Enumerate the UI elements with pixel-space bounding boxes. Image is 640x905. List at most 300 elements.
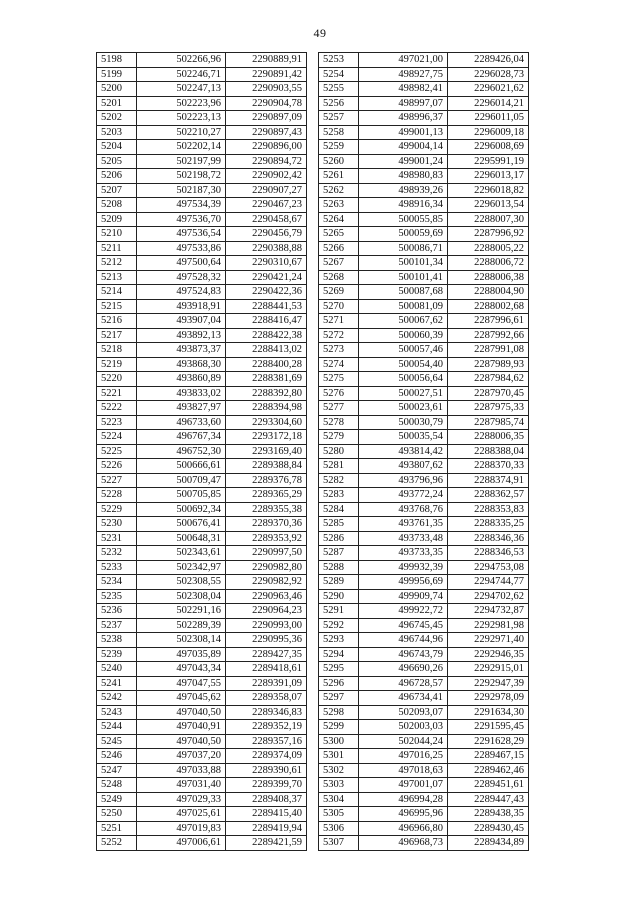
table-row	[319, 386, 529, 401]
table-row	[97, 575, 307, 590]
point-number-cell: 5225	[97, 444, 137, 459]
point-number-cell: 5299	[319, 720, 359, 735]
y-coordinate-cell: 2289357,16	[226, 734, 307, 749]
point-number-cell: 5230	[97, 517, 137, 532]
x-coordinate-cell: 497043,34	[137, 662, 226, 677]
table-row	[319, 662, 529, 677]
point-number-cell: 5264	[319, 212, 359, 227]
table-row	[319, 270, 529, 285]
x-coordinate-cell: 500059,69	[359, 227, 448, 242]
table-row	[319, 154, 529, 169]
point-number-cell: 5271	[319, 314, 359, 329]
x-coordinate-cell: 498997,07	[359, 96, 448, 111]
table-row	[319, 575, 529, 590]
table-row	[319, 778, 529, 793]
x-coordinate-cell: 500101,41	[359, 270, 448, 285]
x-coordinate-cell: 502289,39	[137, 618, 226, 633]
table-row	[97, 763, 307, 778]
y-coordinate-cell: 2289419,94	[226, 821, 307, 836]
y-coordinate-cell: 2289415,40	[226, 807, 307, 822]
table-row	[319, 430, 529, 445]
point-number-cell: 5232	[97, 546, 137, 561]
table-row	[97, 285, 307, 300]
point-number-cell: 5251	[97, 821, 137, 836]
x-coordinate-cell: 497001,07	[359, 778, 448, 793]
y-coordinate-cell: 2290897,43	[226, 125, 307, 140]
table-row	[97, 256, 307, 271]
x-coordinate-cell: 496995,96	[359, 807, 448, 822]
y-coordinate-cell: 2296009,18	[448, 125, 529, 140]
x-coordinate-cell: 498939,26	[359, 183, 448, 198]
y-coordinate-cell: 2291595,45	[448, 720, 529, 735]
x-coordinate-cell: 499909,74	[359, 589, 448, 604]
y-coordinate-cell: 2288002,68	[448, 299, 529, 314]
x-coordinate-cell: 500081,09	[359, 299, 448, 314]
y-coordinate-cell: 2289346,83	[226, 705, 307, 720]
point-number-cell: 5243	[97, 705, 137, 720]
point-number-cell: 5289	[319, 575, 359, 590]
point-number-cell: 5214	[97, 285, 137, 300]
table-row	[97, 459, 307, 474]
point-number-cell: 5224	[97, 430, 137, 445]
x-coordinate-cell: 502308,04	[137, 589, 226, 604]
point-number-cell: 5249	[97, 792, 137, 807]
table-row	[319, 241, 529, 256]
x-coordinate-cell: 496733,60	[137, 415, 226, 430]
point-number-cell: 5239	[97, 647, 137, 662]
table-row	[97, 807, 307, 822]
y-coordinate-cell: 2289447,43	[448, 792, 529, 807]
y-coordinate-cell: 2289408,37	[226, 792, 307, 807]
point-number-cell: 5266	[319, 241, 359, 256]
x-coordinate-cell: 496968,73	[359, 836, 448, 851]
point-number-cell: 5236	[97, 604, 137, 619]
point-number-cell: 5238	[97, 633, 137, 648]
y-coordinate-cell: 2289399,70	[226, 778, 307, 793]
point-number-cell: 5304	[319, 792, 359, 807]
x-coordinate-cell: 499001,24	[359, 154, 448, 169]
point-number-cell: 5207	[97, 183, 137, 198]
x-coordinate-cell: 493907,04	[137, 314, 226, 329]
y-coordinate-cell: 2296011,05	[448, 111, 529, 126]
table-row	[319, 836, 529, 851]
y-coordinate-cell: 2287992,66	[448, 328, 529, 343]
point-number-cell: 5247	[97, 763, 137, 778]
x-coordinate-cell: 498982,41	[359, 82, 448, 97]
y-coordinate-cell: 2288335,25	[448, 517, 529, 532]
y-coordinate-cell: 2290421,24	[226, 270, 307, 285]
x-coordinate-cell: 496734,41	[359, 691, 448, 706]
table-row	[319, 198, 529, 213]
x-coordinate-cell: 500023,61	[359, 401, 448, 416]
table-row	[319, 473, 529, 488]
point-number-cell: 5201	[97, 96, 137, 111]
x-coordinate-cell: 500101,34	[359, 256, 448, 271]
table-row	[97, 372, 307, 387]
table-row	[97, 53, 307, 68]
table-row	[97, 386, 307, 401]
x-coordinate-cell: 496690,26	[359, 662, 448, 677]
table-row	[319, 343, 529, 358]
x-coordinate-cell: 496966,80	[359, 821, 448, 836]
y-coordinate-cell: 2288006,38	[448, 270, 529, 285]
table-row	[319, 212, 529, 227]
y-coordinate-cell: 2291628,29	[448, 734, 529, 749]
y-coordinate-cell: 2287996,61	[448, 314, 529, 329]
y-coordinate-cell: 2290963,46	[226, 589, 307, 604]
x-coordinate-cell: 499922,72	[359, 604, 448, 619]
y-coordinate-cell: 2289462,46	[448, 763, 529, 778]
y-coordinate-cell: 2289467,15	[448, 749, 529, 764]
x-coordinate-cell: 502093,07	[359, 705, 448, 720]
point-number-cell: 5215	[97, 299, 137, 314]
table-row	[97, 328, 307, 343]
x-coordinate-cell: 499001,13	[359, 125, 448, 140]
x-coordinate-cell: 500060,39	[359, 328, 448, 343]
x-coordinate-cell: 496744,96	[359, 633, 448, 648]
point-number-cell: 5307	[319, 836, 359, 851]
x-coordinate-cell: 502044,24	[359, 734, 448, 749]
x-coordinate-cell: 493814,42	[359, 444, 448, 459]
x-coordinate-cell: 497019,83	[137, 821, 226, 836]
y-coordinate-cell: 2296013,54	[448, 198, 529, 213]
point-number-cell: 5268	[319, 270, 359, 285]
y-coordinate-cell: 2289427,35	[226, 647, 307, 662]
y-coordinate-cell: 2290964,23	[226, 604, 307, 619]
y-coordinate-cell: 2295991,19	[448, 154, 529, 169]
y-coordinate-cell: 2289374,09	[226, 749, 307, 764]
x-coordinate-cell: 497045,62	[137, 691, 226, 706]
y-coordinate-cell: 2289451,61	[448, 778, 529, 793]
x-coordinate-cell: 502197,99	[137, 154, 226, 169]
x-coordinate-cell: 496994,28	[359, 792, 448, 807]
x-coordinate-cell: 493772,24	[359, 488, 448, 503]
point-number-cell: 5245	[97, 734, 137, 749]
table-row	[97, 720, 307, 735]
x-coordinate-cell: 502308,55	[137, 575, 226, 590]
x-coordinate-cell: 497536,54	[137, 227, 226, 242]
y-coordinate-cell: 2288388,04	[448, 444, 529, 459]
table-row	[319, 53, 529, 68]
point-number-cell: 5200	[97, 82, 137, 97]
table-row	[97, 444, 307, 459]
x-coordinate-cell: 496767,34	[137, 430, 226, 445]
x-coordinate-cell: 497040,50	[137, 705, 226, 720]
point-number-cell: 5248	[97, 778, 137, 793]
point-number-cell: 5205	[97, 154, 137, 169]
y-coordinate-cell: 2293304,60	[226, 415, 307, 430]
point-number-cell: 5256	[319, 96, 359, 111]
point-number-cell: 5229	[97, 502, 137, 517]
y-coordinate-cell: 2290422,36	[226, 285, 307, 300]
y-coordinate-cell: 2287984,62	[448, 372, 529, 387]
table-row	[319, 256, 529, 271]
y-coordinate-cell: 2289430,45	[448, 821, 529, 836]
y-coordinate-cell: 2290388,88	[226, 241, 307, 256]
table-row	[97, 198, 307, 213]
point-number-cell: 5202	[97, 111, 137, 126]
y-coordinate-cell: 2294744,77	[448, 575, 529, 590]
table-row	[319, 140, 529, 155]
point-number-cell: 5306	[319, 821, 359, 836]
x-coordinate-cell: 497031,40	[137, 778, 226, 793]
y-coordinate-cell: 2292947,39	[448, 676, 529, 691]
y-coordinate-cell: 2290458,67	[226, 212, 307, 227]
point-number-cell: 5283	[319, 488, 359, 503]
y-coordinate-cell: 2288004,90	[448, 285, 529, 300]
y-coordinate-cell: 2289426,04	[448, 53, 529, 68]
x-coordinate-cell: 502308,14	[137, 633, 226, 648]
table-row	[97, 212, 307, 227]
y-coordinate-cell: 2289376,78	[226, 473, 307, 488]
x-coordinate-cell: 497534,39	[137, 198, 226, 213]
y-coordinate-cell: 2287970,45	[448, 386, 529, 401]
y-coordinate-cell: 2296014,21	[448, 96, 529, 111]
x-coordinate-cell: 502198,72	[137, 169, 226, 184]
point-number-cell: 5288	[319, 560, 359, 575]
y-coordinate-cell: 2289353,92	[226, 531, 307, 546]
table-row	[97, 734, 307, 749]
table-row	[319, 691, 529, 706]
point-number-cell: 5284	[319, 502, 359, 517]
point-number-cell: 5298	[319, 705, 359, 720]
y-coordinate-cell: 2290456,79	[226, 227, 307, 242]
y-coordinate-cell: 2287975,33	[448, 401, 529, 416]
point-number-cell: 5270	[319, 299, 359, 314]
point-number-cell: 5291	[319, 604, 359, 619]
table-row	[319, 183, 529, 198]
y-coordinate-cell: 2296028,73	[448, 67, 529, 82]
x-coordinate-cell: 497528,32	[137, 270, 226, 285]
point-number-cell: 5252	[97, 836, 137, 851]
x-coordinate-cell: 500676,41	[137, 517, 226, 532]
point-number-cell: 5240	[97, 662, 137, 677]
y-coordinate-cell: 2290889,91	[226, 53, 307, 68]
x-coordinate-cell: 500057,46	[359, 343, 448, 358]
y-coordinate-cell: 2288346,36	[448, 531, 529, 546]
x-coordinate-cell: 500054,40	[359, 357, 448, 372]
x-coordinate-cell: 502343,61	[137, 546, 226, 561]
table-row	[319, 546, 529, 561]
x-coordinate-cell: 497025,61	[137, 807, 226, 822]
y-coordinate-cell: 2289434,89	[448, 836, 529, 851]
y-coordinate-cell: 2290897,09	[226, 111, 307, 126]
point-number-cell: 5276	[319, 386, 359, 401]
table-row	[319, 763, 529, 778]
x-coordinate-cell: 497500,64	[137, 256, 226, 271]
table-row	[97, 589, 307, 604]
y-coordinate-cell: 2296008,69	[448, 140, 529, 155]
x-coordinate-cell: 497037,20	[137, 749, 226, 764]
y-coordinate-cell: 2287989,93	[448, 357, 529, 372]
point-number-cell: 5262	[319, 183, 359, 198]
y-coordinate-cell: 2289390,61	[226, 763, 307, 778]
y-coordinate-cell: 2292915,01	[448, 662, 529, 677]
table-row	[97, 183, 307, 198]
x-coordinate-cell: 502342,97	[137, 560, 226, 575]
x-coordinate-cell: 493733,48	[359, 531, 448, 546]
x-coordinate-cell: 497029,33	[137, 792, 226, 807]
point-number-cell: 5294	[319, 647, 359, 662]
y-coordinate-cell: 2289391,09	[226, 676, 307, 691]
y-coordinate-cell: 2290903,55	[226, 82, 307, 97]
table-row	[97, 415, 307, 430]
x-coordinate-cell: 502003,03	[359, 720, 448, 735]
point-number-cell: 5226	[97, 459, 137, 474]
point-number-cell: 5273	[319, 343, 359, 358]
y-coordinate-cell: 2290907,27	[226, 183, 307, 198]
table-row	[319, 720, 529, 735]
table-row	[97, 531, 307, 546]
table-row	[97, 647, 307, 662]
y-coordinate-cell: 2291634,30	[448, 705, 529, 720]
x-coordinate-cell: 497016,25	[359, 749, 448, 764]
y-coordinate-cell: 2289388,84	[226, 459, 307, 474]
point-number-cell: 5219	[97, 357, 137, 372]
x-coordinate-cell: 500067,62	[359, 314, 448, 329]
y-coordinate-cell: 2288374,91	[448, 473, 529, 488]
point-number-cell: 5218	[97, 343, 137, 358]
point-number-cell: 5297	[319, 691, 359, 706]
y-coordinate-cell: 2288413,02	[226, 343, 307, 358]
y-coordinate-cell: 2290891,42	[226, 67, 307, 82]
x-coordinate-cell: 500055,85	[359, 212, 448, 227]
table-row	[319, 401, 529, 416]
point-number-cell: 5220	[97, 372, 137, 387]
y-coordinate-cell: 2290904,78	[226, 96, 307, 111]
table-row	[97, 314, 307, 329]
y-coordinate-cell: 2289421,59	[226, 836, 307, 851]
table-row	[97, 618, 307, 633]
table-row	[319, 357, 529, 372]
table-row	[319, 502, 529, 517]
table-row	[319, 299, 529, 314]
point-number-cell: 5286	[319, 531, 359, 546]
point-number-cell: 5198	[97, 53, 137, 68]
point-number-cell: 5287	[319, 546, 359, 561]
x-coordinate-cell: 500027,51	[359, 386, 448, 401]
x-coordinate-cell: 500035,54	[359, 430, 448, 445]
point-number-cell: 5296	[319, 676, 359, 691]
point-number-cell: 5290	[319, 589, 359, 604]
y-coordinate-cell: 2289370,36	[226, 517, 307, 532]
table-row	[97, 633, 307, 648]
y-coordinate-cell: 2290310,67	[226, 256, 307, 271]
y-coordinate-cell: 2289438,35	[448, 807, 529, 822]
x-coordinate-cell: 502247,13	[137, 82, 226, 97]
point-number-cell: 5300	[319, 734, 359, 749]
table-row	[97, 836, 307, 851]
table-row	[319, 734, 529, 749]
y-coordinate-cell: 2288346,53	[448, 546, 529, 561]
point-number-cell: 5216	[97, 314, 137, 329]
table-row	[319, 328, 529, 343]
table-row	[97, 96, 307, 111]
y-coordinate-cell: 2294753,08	[448, 560, 529, 575]
y-coordinate-cell: 2288400,28	[226, 357, 307, 372]
point-number-cell: 5269	[319, 285, 359, 300]
x-coordinate-cell: 493833,02	[137, 386, 226, 401]
table-row	[319, 314, 529, 329]
y-coordinate-cell: 2288005,22	[448, 241, 529, 256]
table-row	[319, 749, 529, 764]
x-coordinate-cell: 493761,35	[359, 517, 448, 532]
y-coordinate-cell: 2290902,42	[226, 169, 307, 184]
y-coordinate-cell: 2288381,69	[226, 372, 307, 387]
x-coordinate-cell: 497040,91	[137, 720, 226, 735]
table-row	[319, 560, 529, 575]
table-row	[97, 430, 307, 445]
x-coordinate-cell: 502223,96	[137, 96, 226, 111]
point-number-cell: 5254	[319, 67, 359, 82]
y-coordinate-cell: 2292981,98	[448, 618, 529, 633]
point-number-cell: 5280	[319, 444, 359, 459]
y-coordinate-cell: 2294732,87	[448, 604, 529, 619]
table-row	[319, 444, 529, 459]
x-coordinate-cell: 500087,68	[359, 285, 448, 300]
x-coordinate-cell: 497040,50	[137, 734, 226, 749]
point-number-cell: 5278	[319, 415, 359, 430]
point-number-cell: 5211	[97, 241, 137, 256]
table-row	[319, 415, 529, 430]
point-number-cell: 5257	[319, 111, 359, 126]
y-coordinate-cell: 2288362,57	[448, 488, 529, 503]
table-row	[319, 647, 529, 662]
x-coordinate-cell: 497021,00	[359, 53, 448, 68]
x-coordinate-cell: 493918,91	[137, 299, 226, 314]
y-coordinate-cell: 2288416,47	[226, 314, 307, 329]
y-coordinate-cell: 2288370,33	[448, 459, 529, 474]
x-coordinate-cell: 497035,89	[137, 647, 226, 662]
table-row	[319, 96, 529, 111]
table-row	[97, 517, 307, 532]
point-number-cell: 5274	[319, 357, 359, 372]
x-coordinate-cell: 496743,79	[359, 647, 448, 662]
table-row	[319, 82, 529, 97]
point-number-cell: 5241	[97, 676, 137, 691]
point-number-cell: 5203	[97, 125, 137, 140]
table-row	[97, 792, 307, 807]
x-coordinate-cell: 502266,96	[137, 53, 226, 68]
point-number-cell: 5295	[319, 662, 359, 677]
x-coordinate-cell: 500648,31	[137, 531, 226, 546]
x-coordinate-cell: 497536,70	[137, 212, 226, 227]
point-number-cell: 5222	[97, 401, 137, 416]
x-coordinate-cell: 493796,96	[359, 473, 448, 488]
y-coordinate-cell: 2289355,38	[226, 502, 307, 517]
point-number-cell: 5275	[319, 372, 359, 387]
table-row	[319, 227, 529, 242]
point-number-cell: 5303	[319, 778, 359, 793]
x-coordinate-cell: 500086,71	[359, 241, 448, 256]
point-number-cell: 5263	[319, 198, 359, 213]
table-row	[97, 502, 307, 517]
table-row	[97, 821, 307, 836]
y-coordinate-cell: 2287991,08	[448, 343, 529, 358]
table-row	[97, 546, 307, 561]
table-row	[97, 401, 307, 416]
table-row	[97, 691, 307, 706]
x-coordinate-cell: 497524,83	[137, 285, 226, 300]
y-coordinate-cell: 2288441,53	[226, 299, 307, 314]
table-row	[319, 618, 529, 633]
x-coordinate-cell: 500709,47	[137, 473, 226, 488]
x-coordinate-cell: 502246,71	[137, 67, 226, 82]
x-coordinate-cell: 496752,30	[137, 444, 226, 459]
table-row	[97, 111, 307, 126]
point-number-cell: 5208	[97, 198, 137, 213]
x-coordinate-cell: 493827,97	[137, 401, 226, 416]
